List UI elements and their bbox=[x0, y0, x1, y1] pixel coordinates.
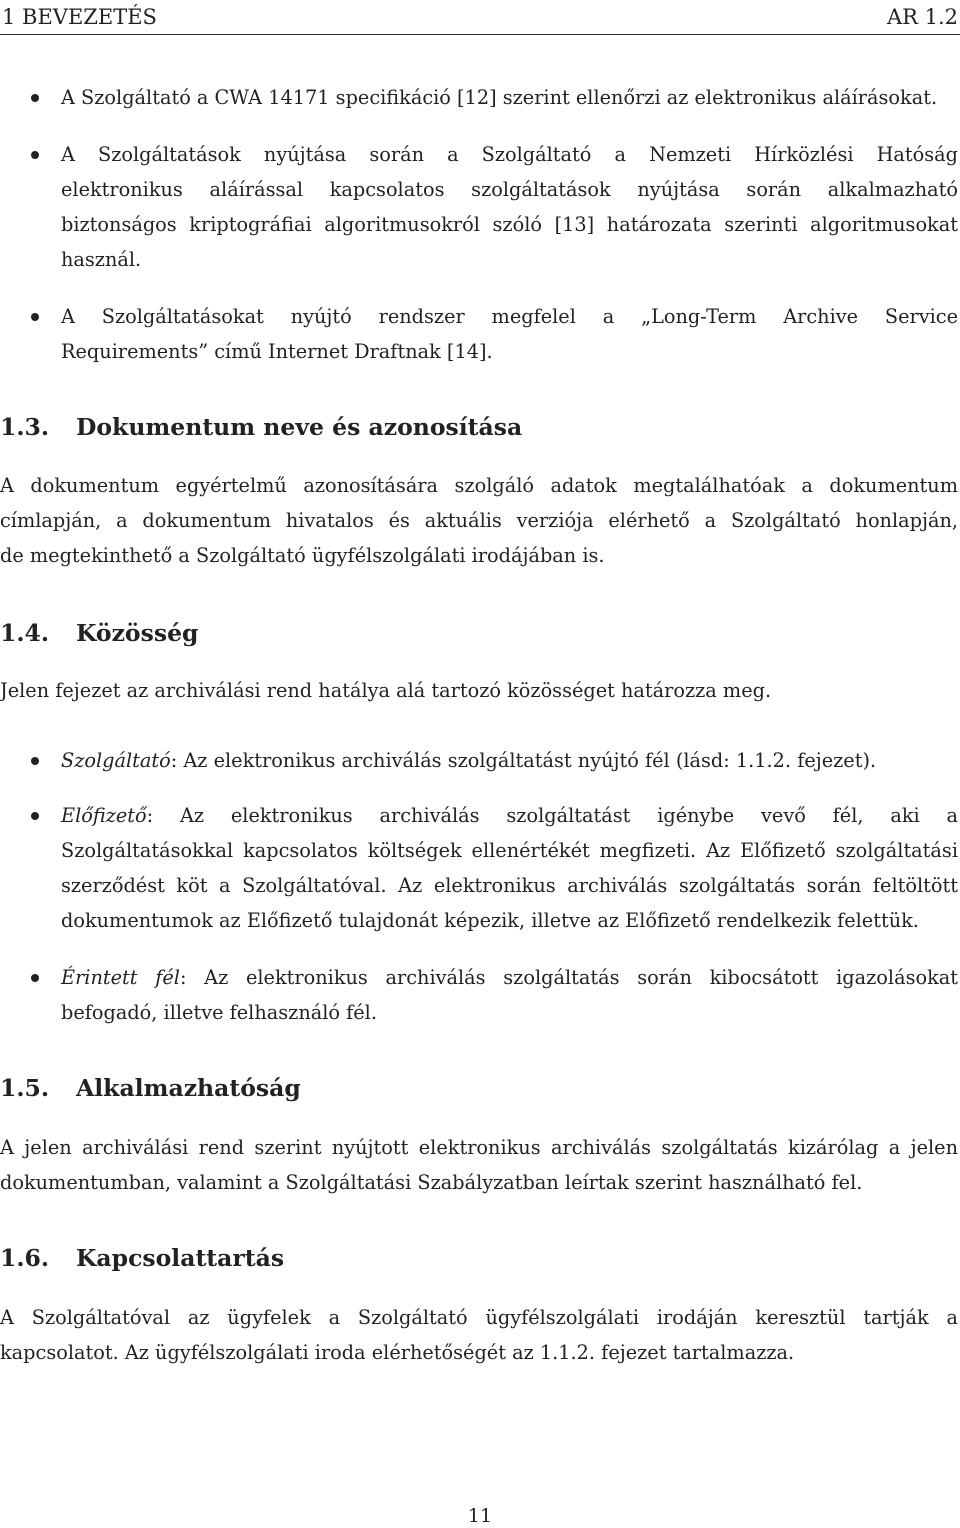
bullet-icon bbox=[31, 974, 39, 982]
section-number: 1.3. bbox=[0, 413, 50, 441]
bullet-icon bbox=[31, 151, 39, 159]
list-item-text: A Szolgáltatások nyújtása során a Szolgáltató a Nemzeti Hírközlési Hatóság elektronikus aláírással kapcsolatos szolgáltatások nyújtása során alkalmazható biztonságos kriptográfiai algoritmusokról szóló [13] határozata szerinti algoritmusokat használ. bbox=[61, 143, 958, 271]
definition-term: Előfizető bbox=[61, 804, 147, 827]
bullet-icon bbox=[31, 313, 39, 321]
paragraph: Jelen fejezet az archiválási rend hatálya alá tartozó közösséget határozza meg. bbox=[0, 679, 772, 702]
section-number: 1.6. bbox=[0, 1244, 50, 1272]
list-item-text: Szolgáltató: Az elektronikus archiválás szolgáltatást nyújtó fél (lásd: 1.1.2. fejezet). bbox=[61, 749, 877, 772]
list-item-text: A Szolgáltatásokat nyújtó rendszer megfelel a „Long-Term Archive Service Requirements” című Internet Draftnak [14]. bbox=[61, 305, 958, 363]
definition-term: Érintett fél bbox=[61, 966, 180, 989]
paragraph: A jelen archiválási rend szerint nyújtott elektronikus archiválás szolgáltatás kizárólag a jelen dokumentumban, valamint a Szolgáltatási Szabályzatban leírtak szerint használható fel. bbox=[0, 1136, 958, 1194]
paragraph: A Szolgáltatóval az ügyfelek a Szolgáltató ügyfélszolgálati irodáján keresztül tartják a kapcsolatot. Az ügyfélszolgálati iroda elérhetőségét az 1.1.2. fejezet tartalmazza. bbox=[0, 1306, 958, 1364]
header-document-id: AR 1.2 bbox=[886, 5, 958, 29]
section-title: Dokumentum neve és azonosítása bbox=[76, 413, 523, 441]
definition-term: Szolgáltató bbox=[61, 749, 171, 772]
section-number: 1.4. bbox=[0, 619, 50, 647]
running-header bbox=[0, 0, 960, 35]
section-title: Közösség bbox=[76, 619, 199, 647]
header-section-title: 1 BEVEZETÉS bbox=[2, 5, 157, 29]
bullet-icon bbox=[31, 94, 39, 102]
list-item-text: Érintett fél: Az elektronikus archiválás szolgáltatás során kibocsátott igazolásokat befogadó, illetve felhasználó fél. bbox=[61, 966, 958, 1024]
bullet-icon bbox=[31, 757, 39, 765]
section-heading bbox=[0, 412, 522, 442]
page-number: 11 bbox=[467, 1505, 493, 1527]
section-heading bbox=[0, 1073, 301, 1103]
paragraph: A dokumentum egyértelmű azonosítására szolgáló adatok megtalálhatóak a dokumentum címlapján, a dokumentum hivatalos és aktuális verziója elérhető a Szolgáltató honlapján, de megtekinthető a Szolgáltató ügyfélszolgálati irodájában is. bbox=[0, 474, 958, 567]
section-title: Kapcsolattartás bbox=[76, 1244, 285, 1272]
list-item-text: A Szolgáltató a CWA 14171 specifikáció [12] szerint ellenőrzi az elektronikus aláírásokat. bbox=[61, 86, 938, 109]
list-item-text: Előfizető: Az elektronikus archiválás szolgáltatást igénybe vevő fél, aki a Szolgáltatásokkal kapcsolatos költségek ellenértékét megfizeti. Az Előfizető szolgáltatási szerződést köt a Szolgáltatóval. Az elektronikus archiválás szolgáltatás során feltöltött dokumentumok az Előfizető tulajdonát képezik, illetve az Előfizető rendelkezik felettük. bbox=[61, 804, 958, 932]
section-heading bbox=[0, 618, 198, 648]
section-title: Alkalmazhatóság bbox=[76, 1074, 301, 1102]
section-heading bbox=[0, 1243, 284, 1273]
section-number: 1.5. bbox=[0, 1074, 50, 1102]
bullet-icon bbox=[31, 812, 39, 820]
